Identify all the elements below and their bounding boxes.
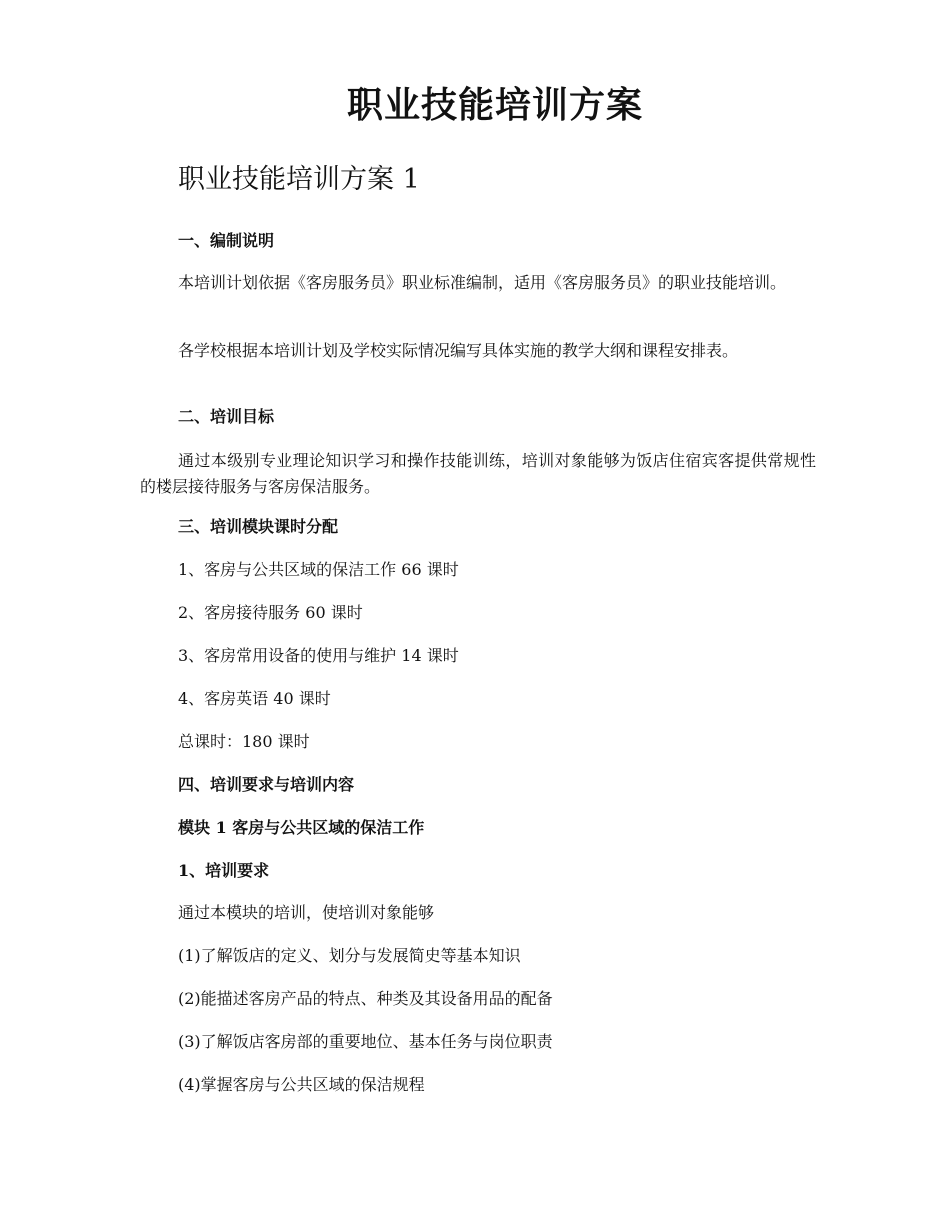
module-hours-item-1: 1、客房与公共区域的保洁工作 66 课时: [178, 560, 459, 579]
paragraph-school-adaptation: 各学校根据本培训计划及学校实际情况编写具体实施的教学大纲和课程安排表。: [178, 341, 739, 360]
requirement-item-1: (1)了解饭店的定义、划分与发展简史等基本知识: [178, 946, 521, 965]
paragraph-module-intro: 通过本模块的培训，使培训对象能够: [178, 903, 435, 922]
requirement-item-3: (3)了解饭店客房部的重要地位、基本任务与岗位职责: [178, 1032, 553, 1051]
total-hours: 总课时：180 课时: [178, 732, 310, 751]
heading-training-requirements: 1、培训要求: [178, 861, 270, 880]
module-hours-item-4: 4、客房英语 40 课时: [178, 689, 331, 708]
module-hours-item-2: 2、客房接待服务 60 课时: [178, 603, 363, 622]
section-title: 职业技能培训方案 1: [178, 164, 420, 195]
requirement-item-4: (4)掌握客房与公共区域的保洁规程: [178, 1075, 425, 1094]
heading-module-1: 模块 1 客房与公共区域的保洁工作: [178, 818, 425, 837]
heading-training-goals: 二、培训目标: [178, 407, 275, 426]
requirement-item-2: (2)能描述客房产品的特点、种类及其设备用品的配备: [178, 989, 553, 1008]
heading-requirements-content: 四、培训要求与培训内容: [178, 775, 355, 794]
heading-module-hours: 三、培训模块课时分配: [178, 517, 339, 536]
paragraph-training-goals: 通过本级别专业理论知识学习和操作技能训练，培训对象能够为饭店住宿宾客提供常规性的楼层接待服务与客房保洁服务。: [140, 451, 816, 496]
document-title: 职业技能培训方案: [346, 84, 643, 126]
module-hours-item-3: 3、客房常用设备的使用与维护 14 课时: [178, 646, 459, 665]
paragraph-standard-basis: 本培训计划依据《客房服务员》职业标准编制，适用《客房服务员》的职业技能培训。: [178, 273, 787, 292]
heading-compilation-notes: 一、编制说明: [178, 231, 275, 250]
